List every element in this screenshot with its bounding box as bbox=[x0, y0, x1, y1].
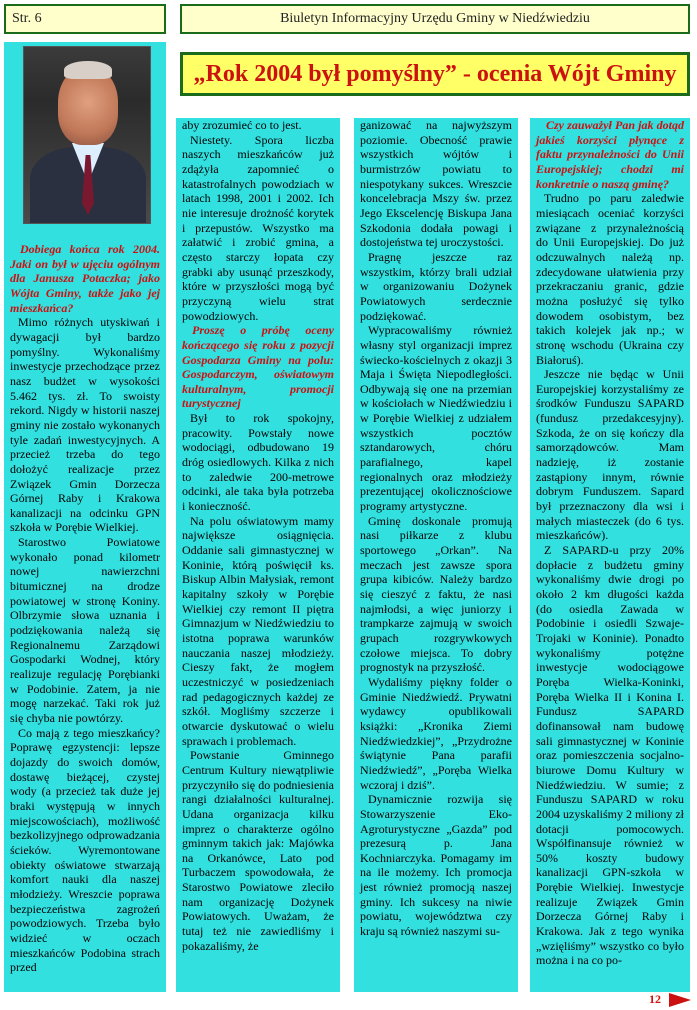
paragraph: Niestety. Spora liczba naszych mieszkańców już zdążyła zapomnieć o katastrofalnych powodziach w latach 1998, 2001 i 2002. Ich nie interesuje drożność korytek i przepustów. Wszystko ma załatwić i zrobić gmina, a często starczy łopata czy grabki aby usunąć przeszkody, które w przyszłości mogą być przyczyną wielu strat powodziowych. bbox=[182, 132, 334, 323]
column-4 bbox=[530, 118, 690, 992]
paragraph: Wydaliśmy piękny folder o Gminie Niedźwiedź. Prywatni wydawcy opublikowali książki: „Kronika Ziemi Niedźwiedzkiej”, „Przydrożne świątynie Pana parafii Niedźwiedź”, „Poręba Wielka wczoraj i dziś”. bbox=[360, 674, 512, 792]
column-2 bbox=[176, 118, 340, 992]
column-3 bbox=[354, 118, 518, 992]
paragraph: Trudno po paru zaledwie miesiącach oceniać korzyści związane z przynależnością do Unii Europejskiej. Do już odczuwalnych należą np. zdecydowane ułatwienia przy przekraczaniu granic, gdzie można posłużyć się tylko dowodem osobistym, bez takich kolejek jak np.; w stronę wschodu (Ukraina czy Białoruś). bbox=[536, 191, 684, 367]
lead-question: Dobiega końca rok 2004. Jaki on był w ujęciu ogólnym dla Janusza Potaczka; jako Wójta Gminy, także jako jej mieszkańca? bbox=[10, 242, 160, 315]
paragraph: Starostwo Powiatowe wykonało ponad kilometr nowej nawierzchni bitumicznej na drodze powiatowej w stronę Koniny. Olbrzymie słowa uznania i podziękowania należą się Regionalnemu Zarządowi Gospodarki Wodnej, który realizuje regulację Porębianki w Podobinie. Zatem, ja nie mogę narzekać. Taki rok już się chyba nie powtórzy. bbox=[10, 535, 160, 725]
paragraph: Z SAPARD-u przy 20% dopłacie z budżetu gminy wykonaliśmy dwie drogi po około 2 km długości każda (do osiedla Zawada w Podobinie i osiedli Szwaje-Trojaki w Koninie). Ponadto wykonaliśmy potężne inwestycje wodociągowe Poręba Wielka-Koninki, Poręba Wielka II i Konina I. Fundusz SAPARD dofinansował nam budowę sali gimnastycznej w Koninie oraz pomieszczenia socjalno-biurowe Domu Kultury w Niedźwiedziu. W sumie; z Funduszu SAPARD w roku 2004 uzyskaliśmy 2 miliony zł dotacji pomocowych. Współfinansuje również w 50% koszty budowy kanalizacji GPN-szkoła w Porębie Wielkiej. Inwestycje realizuje Związek Gmin Dorzecza Górnej Raby i Krakowa. Jak z tego wynika „wzięliśmy” wszystko co było można i na co po- bbox=[536, 543, 684, 968]
interview-question: Czy zauważył Pan jak dotąd jakieś korzyści płynące z faktu przynależności do Unii Europejskiej; chodzi mi konkretnie o naszą gminę? bbox=[536, 118, 684, 191]
paragraph: aby zrozumieć co to jest. bbox=[182, 118, 302, 132]
paragraph: Powstanie Gminnego Centrum Kultury niewątpliwie przyczyniło się do podniesienia rangi działalności kulturalnej. Udana organizacja kilku imprez o charakterze ogólno gminnym takich jak: Majówka na Orkanówce, Lato pod Turbaczem spowodowała, że Starostwo Powiatowe zleciło nam organizację Dożynek Powiatowych. Uważam, że tutaj też nie zawiedliśmy i pokazaliśmy, że bbox=[182, 748, 334, 953]
page-number: 12 bbox=[649, 992, 661, 1006]
paragraph: Dynamicznie rozwija się Stowarzyszenie Eko-Agroturystyczne „Gazda” pod prezesurą p. Jana Kochniarczyka. Pomagamy im na ile możemy. Ich promocja jest również promocją naszej gminy. Ich sukcesy na niwie powiatu, województwa czy kraju są również naszymi su- bbox=[360, 792, 512, 939]
paragraph: Był to rok spokojny, pracowity. Powstały nowe wodociągi, odbudowano 19 dróg osiedlowych. Kilka z nich to zaledwie 200-metrowe odcinki, ale taka była potrzeba i konieczność. bbox=[182, 411, 334, 514]
paragraph: ganizować na najwyższym poziomie. Obecność prawie wszystkich wójtów i burmistrzów powiatu to niespotykany sukces. Wreszcie koncelebracja Mszy św. przez Jego Ekscelencję Biskupa Jana Szkodonia dodała powagi i dostojeństwa tej uroczystości. bbox=[360, 118, 512, 250]
paragraph: Mimo różnych utyskiwań i dywagacji był bardzo pomyślny. Wykonaliśmy inwestycje przechodzące przez nasz budżet w wysokości 5.462 tys. zł. To swoisty rekord. Nigdy w historii naszej gminy nie zostało wykonanych tyle zadań inwestycyjnych. A przecież trzeba do tego dołożyć realizacje przez Związek Gmin Dorzecza Górnej Raby i Krakowa kanalizacji na odcinku GPN szkoła w Porębie Wielkiej. bbox=[10, 315, 160, 535]
paragraph: Gminę doskonale promują nasi piłkarze z klubu sportowego „Orkan”. Na meczach jest zawsze spora grupa kibiców. Należy bardzo się cieszyć z faktu, że nasi najmłodsi, a więc juniorzy i trampkarze zajmują w swoich grupach rozgrywkowych czołowe miejsca. To dobry prognostyk na przyszłość. bbox=[360, 513, 512, 675]
portrait-photo bbox=[23, 46, 151, 224]
paragraph: Na polu oświatowym mamy największe osiągnięcia. Oddanie sali gimnastycznej w Koninie, którą poświęcił ks. Biskup Albin Małysiak, remont kapitalny szkoły w Porębie Wielkiej czy remont II piętra Gimnazjum w Niedźwiedziu to istotna poprawa warunków nauczania naszej młodzieży. Cieszy fakt, że mogłem uczestniczyć w posiedzeniach rad pedagogicznych każdej ze szkół. Mogliśmy szczerze i otwarcie dyskutować o wielu sprawach i problemach. bbox=[182, 513, 334, 748]
headline-box bbox=[180, 52, 690, 96]
paragraph: Jeszcze nie będąc w Unii Europejskiej korzystaliśmy ze środków Funduszu SAPARD (fundusz przedakcesyjny). Szkoda, że on się kończy dla samorządowców. Mam nadzieję, iż zostanie zastąpiony innym, równie dobrym Funduszem. Sapard był przeznaczony dla wsi i małych miasteczek (do 6 tys. mieszkańców). bbox=[536, 367, 684, 543]
page-label: Str. 6 bbox=[4, 4, 166, 34]
paragraph: Wypracowaliśmy również własny styl organizacji imprez świecko-kościelnych z okazji 3 Maja i Święta Niepodległości. Odbywają się one na przemian w kościołach w Niedźwiedziu i w Porębie Wielkiej z udziałem wszystkich pocztów sztandarowych, chóru parafialnego, kapel regionalnych oraz młodzieży prezentującej okolicznościowe programy artystyczne. bbox=[360, 323, 512, 514]
paragraph: Co mają z tego mieszkańcy? Poprawę egzystencji: lepsze dojazdy do swoich domów, dostawę bieżącej, czystej wody (a przecież tak duże jej braki występują w innych miejscowościach), możliwość bezkolizyjnego odprowadzania ścieków. Wyremontowane obiekty oświatowe stwarzają komfort nauki dla naszej młodzieży. Wreszcie poprawa bezpieczeństwa zagrożeń powodziowych. Trzeba było widzieć w oczach mieszkańców Podobina strach przed bbox=[10, 725, 160, 975]
paragraph: Pragnę jeszcze raz wszystkim, którzy brali udział w organizowaniu Dożynek Powiatowych serdecznie podziękować. bbox=[360, 249, 512, 323]
bulletin-title: Biuletyn Informacyjny Urzędu Gminy w Niedźwiedziu bbox=[180, 4, 690, 34]
headline: „Rok 2004 był pomyślny” - ocenia Wójt Gminy bbox=[193, 61, 677, 87]
next-arrow-icon[interactable] bbox=[669, 993, 691, 1007]
interview-question: Proszę o próbę oceny kończącego się roku z pozycji Gospodarza Gminy na polu: Gospodarczym, oświatowym kulturalnym, promocji turystycznej bbox=[182, 323, 334, 411]
